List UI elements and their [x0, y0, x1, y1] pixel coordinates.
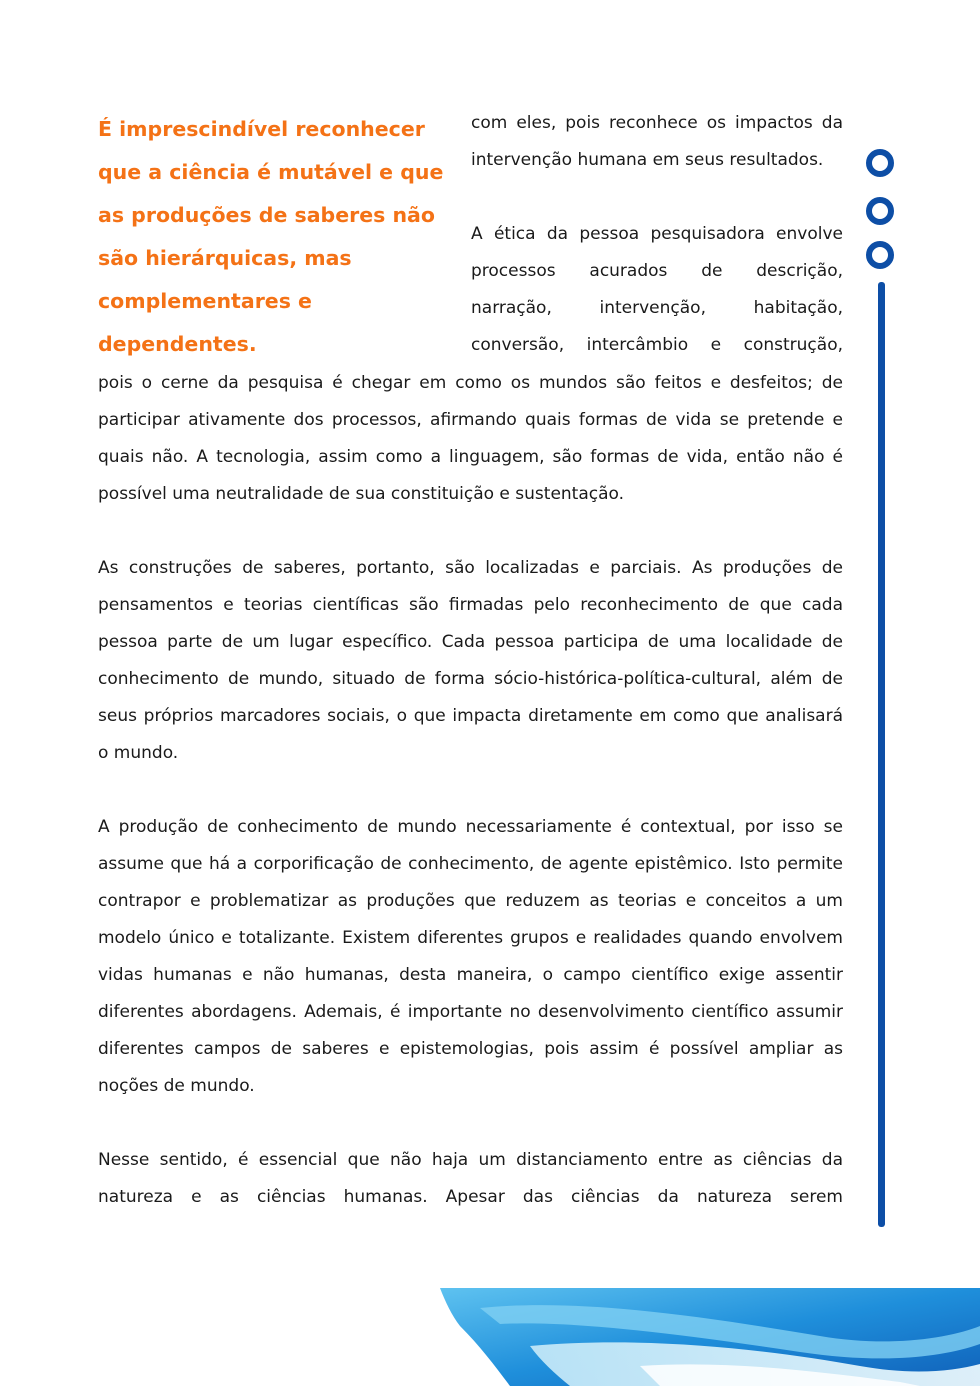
vertical-accent-line [878, 282, 885, 1227]
circle-icon [866, 149, 894, 177]
body-paragraph-3: A produção de conhecimento de mundo necessariamente é contextual, por isso se assume que há a corporificação de conhecimento, de agente epistêmico. Isto permite contrapor e problematizar as produções que reduzem as teorias e conceitos a um modelo único e totalizante. Existem diferentes grupos e realidades quando envolvem vidas humanas e não humanas, desta maneira, o campo científico exige assentir diferentes abordagens. Ademais, é importante no desenvolvimento científico assumir diferentes campos de saberes e epistemologias, pois assim é possível ampliar as noções de mundo. [98, 817, 843, 1096]
column-paragraph-1: com eles, pois reconhece os impactos da intervenção humana em seus resultados. [471, 113, 843, 170]
circle-icon [866, 197, 894, 225]
pull-quote: É imprescindível reconhecer que a ciência é mutável e que as produções de saberes não são hierárquicas, mas complementares e dependentes. [98, 117, 444, 356]
body-paragraph-4: Nesse sentido, é essencial que não haja um distanciamento entre as ciências da natureza e as ciências humanas. Apesar das ciências da natureza serem [98, 1150, 843, 1207]
body-text [98, 365, 843, 1216]
body-paragraph-1: pois o cerne da pesquisa é chegar em como os mundos são feitos e desfeitos; de participar ativamente dos processos, afirmando quais formas de vida se pretende e quais não. A tecnologia, assim como a linguagem, são formas de vida, então não é possível uma neutralidade de sua constituição e sustentação. [98, 373, 843, 504]
column-paragraph-2: A ética da pessoa pesquisadora envolve processos acurados de descrição, narração, intervenção, habitação, conversão, intercâmbio e construção, [471, 224, 843, 355]
body-paragraph-2: As construções de saberes, portanto, são localizadas e parciais. As produções de pensamentos e teorias científicas são firmadas pelo reconhecimento de que cada pessoa parte de um lugar específico. Cada pessoa participa de uma localidade de conhecimento de mundo, situado de forma sócio-histórica-política-cultural, além de seus próprios marcadores sociais, o que impacta diretamente em como que analisará o mundo. [98, 558, 843, 763]
decorative-wave-image [440, 1286, 980, 1386]
circle-icon [866, 241, 894, 269]
right-column-text [471, 105, 843, 364]
